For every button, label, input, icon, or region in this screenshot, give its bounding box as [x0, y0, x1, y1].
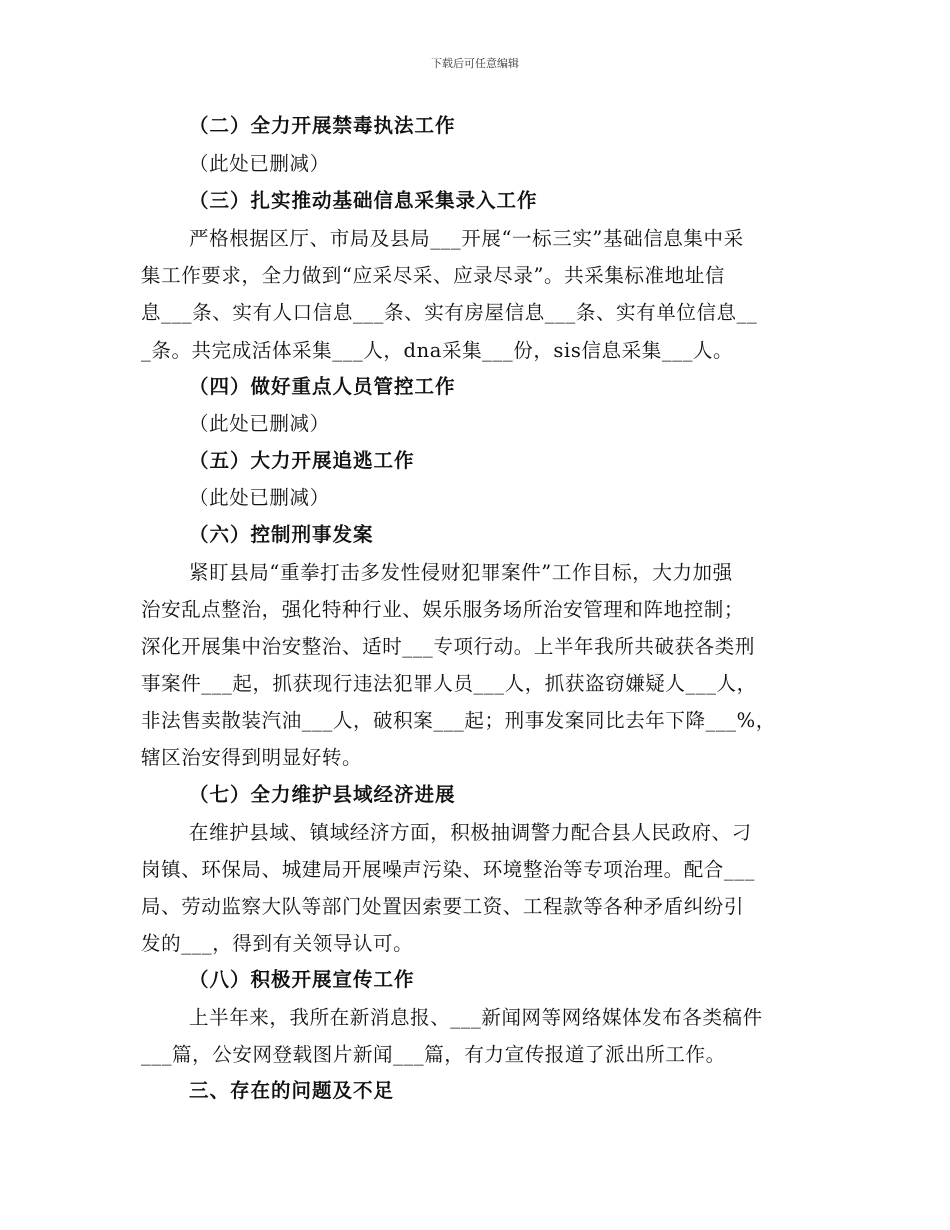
paragraph-line: 深化开展集中治安整治、适时___专项行动。上半年我所共破获各类刑: [141, 635, 755, 658]
section-heading-8: （八）积极开展宣传工作: [189, 968, 415, 991]
paragraph-line: 严格根据区厅、市局及县局___开展“一标三实”基础信息集中采: [189, 227, 744, 250]
paragraph-line: 事案件___起，抓获现行违法犯罪人员___人，抓获盗窃嫌疑人___人，: [141, 672, 757, 695]
chapter-heading-3: 三、存在的问题及不足: [189, 1079, 395, 1102]
paragraph-line: 在维护县域、镇域经济方面，积极抽调警力配合县人民政府、刁: [189, 821, 752, 844]
section-heading-2: （二）全力开展禁毒执法工作: [189, 114, 456, 137]
section-heading-7: （七）全力维护县域经济进展: [189, 783, 456, 806]
paragraph-line: _条。共完成活体采集___人，dna采集___份，sis信息采集___人。: [141, 339, 734, 362]
paragraph-line: 上半年来，我所在新消息报、___新闻网等网络媒体发布各类稿件: [189, 1006, 763, 1029]
paragraph-line: 发的___，得到有关领导认可。: [141, 932, 414, 955]
deleted-note: （此处已删减）: [189, 412, 330, 435]
paragraph-line: 集工作要求，全力做到“应采尽采、应录尽录”。共采集标准地址信: [141, 264, 725, 287]
section-heading-5: （五）大力开展追逃工作: [189, 449, 415, 472]
section-heading-3: （三）扎实推动基础信息采集录入工作: [189, 189, 538, 212]
paragraph-line: ___篇，公安网登载图片新闻___篇，有力宣传报道了派出所工作。: [141, 1043, 726, 1066]
paragraph-line: 息___条、实有人口信息___条、实有房屋信息___条、实有单位信息__: [141, 301, 758, 324]
paragraph-line: 治安乱点整治，强化特种行业、娱乐服务场所治安管理和阵地控制；: [141, 598, 745, 621]
paragraph-line: 岗镇、环保局、城建局开展噪声污染、环境整治等专项治理。配合___: [141, 858, 755, 881]
paragraph-line: 局、劳动监察大队等部门处置因索要工资、工程款等各种矛盾纠纷引: [141, 895, 745, 918]
paragraph-line: 非法售卖散装汽油___人，破积案___起；刑事发案同比去年下降___%，: [141, 709, 776, 732]
page-header: 下载后可任意编辑: [431, 57, 519, 70]
section-heading-6: （六）控制刑事发案: [189, 523, 374, 546]
paragraph-line: 紧盯县局“重拳打击多发性侵财犯罪案件”工作目标，大力加强: [189, 561, 733, 584]
paragraph-line: 辖区治安得到明显好转。: [141, 746, 363, 769]
deleted-note: （此处已删减）: [189, 486, 330, 509]
deleted-note: （此处已删减）: [189, 152, 330, 175]
section-heading-4: （四）做好重点人员管控工作: [189, 375, 456, 398]
